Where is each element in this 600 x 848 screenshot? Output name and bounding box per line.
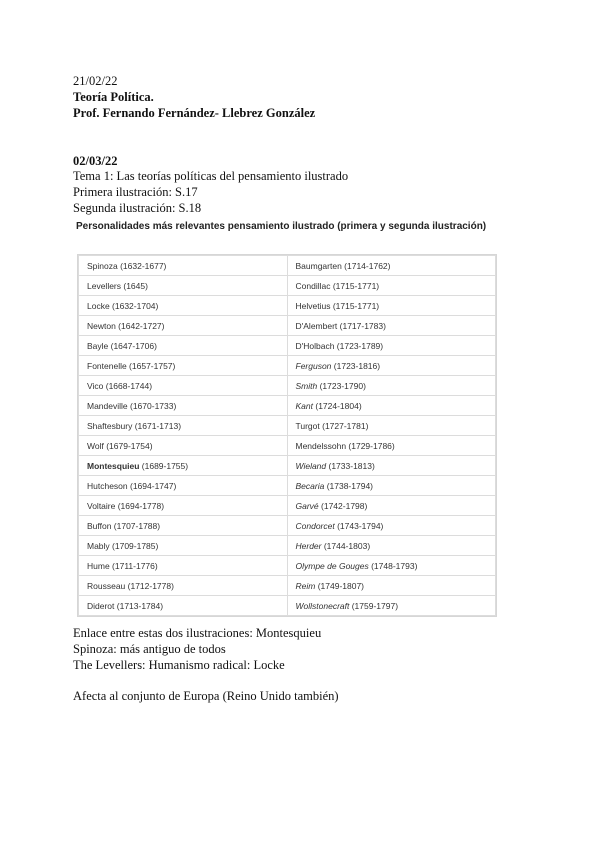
- note-levellers: The Levellers: Humanismo radical: Locke: [73, 658, 285, 672]
- left-cell: Fontenelle (1657-1757): [79, 356, 288, 376]
- table-row: [79, 296, 496, 316]
- right-cell: Condillac (1715-1771): [287, 276, 496, 296]
- header-date: 21/02/22: [73, 74, 118, 88]
- note-spinoza: Spinoza: más antiguo de todos: [73, 642, 226, 656]
- right-cell: D'Holbach (1723-1789): [287, 336, 496, 356]
- table-row: [79, 516, 496, 536]
- right-cell: Garvé (1742-1798): [287, 496, 496, 516]
- right-cell: Reim (1749-1807): [287, 576, 496, 596]
- left-cell: Montesquieu (1689-1755): [79, 456, 288, 476]
- table-row: [79, 316, 496, 336]
- personalities-table: [77, 254, 497, 617]
- first-enlightenment: Primera ilustración: S.17: [73, 185, 198, 199]
- table-row: [79, 396, 496, 416]
- note-link: Enlace entre estas dos ilustraciones: Montesquieu: [73, 626, 322, 640]
- right-cell: Helvetius (1715-1771): [287, 296, 496, 316]
- table-row: [79, 376, 496, 396]
- left-cell: Bayle (1647-1706): [79, 336, 288, 356]
- left-cell: Mably (1709-1785): [79, 536, 288, 556]
- left-cell: Shaftesbury (1671-1713): [79, 416, 288, 436]
- right-cell: Turgot (1727-1781): [287, 416, 496, 436]
- right-cell: Mendelssohn (1729-1786): [287, 436, 496, 456]
- table-row: [79, 556, 496, 576]
- left-cell: Hume (1711-1776): [79, 556, 288, 576]
- left-cell: Rousseau (1712-1778): [79, 576, 288, 596]
- right-cell: Olympe de Gouges (1748-1793): [287, 556, 496, 576]
- table-row: [79, 356, 496, 376]
- table-row: [79, 256, 496, 276]
- note-europe: Afecta al conjunto de Europa (Reino Unido también): [73, 689, 339, 703]
- table-row: [79, 416, 496, 436]
- left-cell: Voltaire (1694-1778): [79, 496, 288, 516]
- left-cell: Newton (1642-1727): [79, 316, 288, 336]
- right-cell: Condorcet (1743-1794): [287, 516, 496, 536]
- table-row: [79, 476, 496, 496]
- right-cell: Smith (1723-1790): [287, 376, 496, 396]
- table-row: [79, 496, 496, 516]
- left-cell: Diderot (1713-1784): [79, 596, 288, 616]
- left-cell: Spinoza (1632-1677): [79, 256, 288, 276]
- table-row: [79, 456, 496, 476]
- left-cell: Hutcheson (1694-1747): [79, 476, 288, 496]
- table-row: [79, 596, 496, 616]
- right-cell: Herder (1744-1803): [287, 536, 496, 556]
- right-cell: D'Alembert (1717-1783): [287, 316, 496, 336]
- table-row: [79, 436, 496, 456]
- left-cell: Vico (1668-1744): [79, 376, 288, 396]
- right-cell: Ferguson (1723-1816): [287, 356, 496, 376]
- right-cell: Kant (1724-1804): [287, 396, 496, 416]
- second-enlightenment: Segunda ilustración: S.18: [73, 201, 202, 215]
- table-body: [79, 256, 496, 616]
- table-row: [79, 576, 496, 596]
- left-cell: Wolf (1679-1754): [79, 436, 288, 456]
- table-row: [79, 336, 496, 356]
- topic-line: Tema 1: Las teorías políticas del pensamiento ilustrado: [73, 169, 349, 183]
- course-title: Teoría Política.: [73, 90, 154, 104]
- right-cell: Becaria (1738-1794): [287, 476, 496, 496]
- session-date: 02/03/22: [73, 154, 118, 168]
- left-cell: Locke (1632-1704): [79, 296, 288, 316]
- right-cell: Baumgarten (1714-1762): [287, 256, 496, 276]
- right-cell: Wollstonecraft (1759-1797): [287, 596, 496, 616]
- professor-name: Prof. Fernando Fernández- Llebrez González: [73, 106, 316, 120]
- left-cell: Buffon (1707-1788): [79, 516, 288, 536]
- table-title: Personalidades más relevantes pensamiento ilustrado (primera y segunda ilustración): [76, 221, 487, 232]
- left-cell: Levellers (1645): [79, 276, 288, 296]
- right-cell: Wieland (1733-1813): [287, 456, 496, 476]
- table-row: [79, 536, 496, 556]
- table-row: [79, 276, 496, 296]
- left-cell: Mandeville (1670-1733): [79, 396, 288, 416]
